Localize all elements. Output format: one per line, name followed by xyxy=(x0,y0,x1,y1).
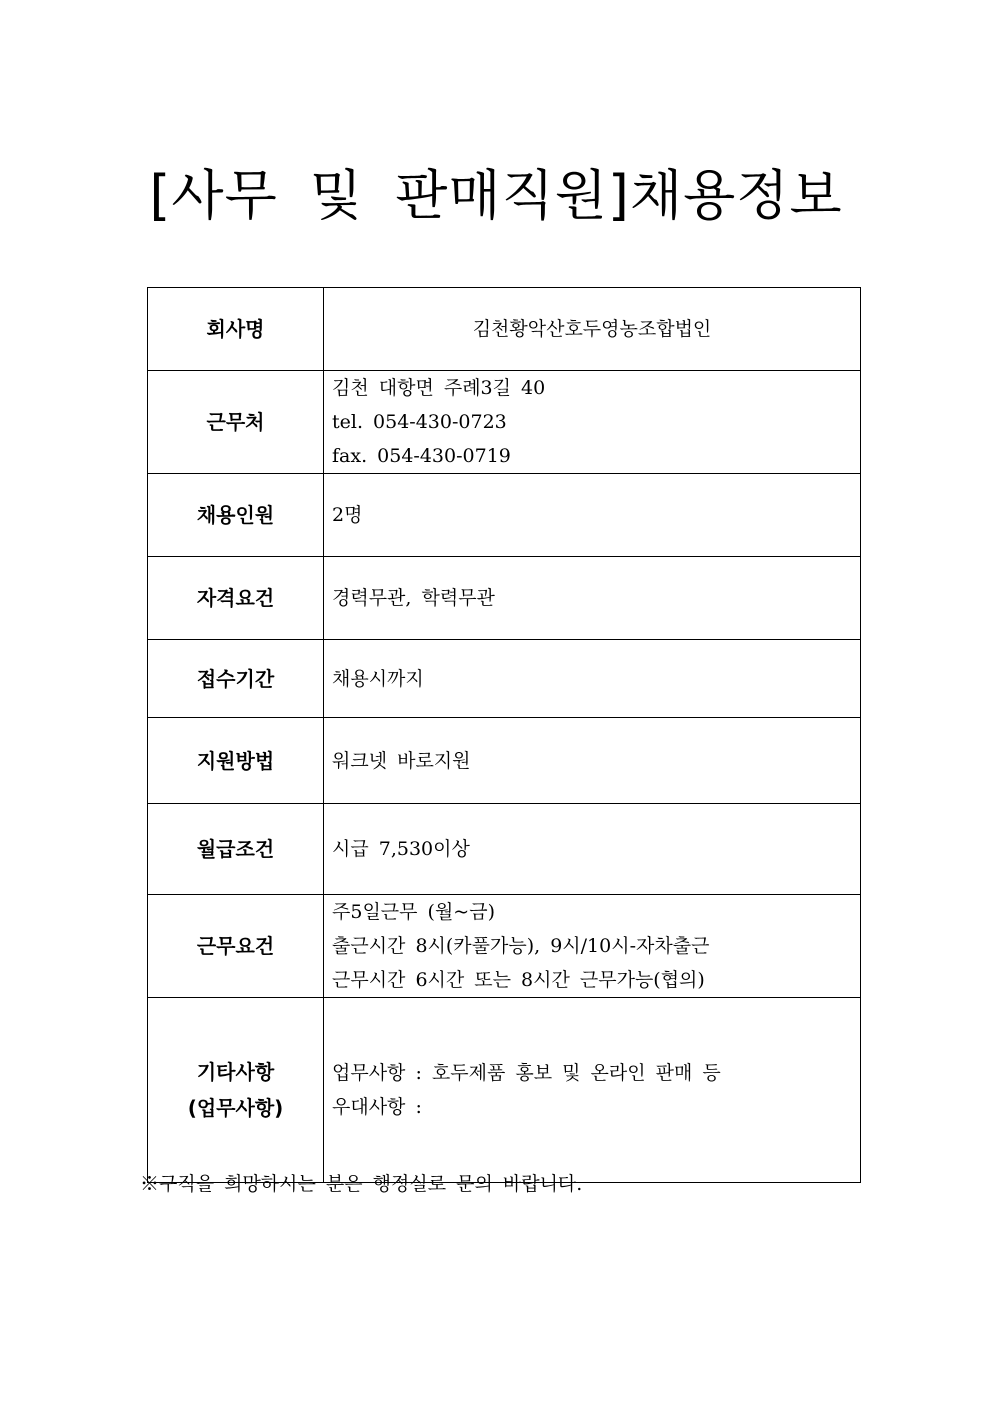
table-row-work-conditions xyxy=(148,895,861,998)
table-row-other xyxy=(148,998,861,1183)
label-other-line1: 기타사항 xyxy=(196,1060,275,1084)
value-other xyxy=(324,998,861,1183)
label-company: 회사명 xyxy=(148,288,324,371)
job-info-table xyxy=(147,287,861,1183)
qualification-text: 경력무관, 학력무관 xyxy=(332,587,495,609)
label-headcount: 채용인원 xyxy=(148,474,324,557)
label-workplace: 근무처 xyxy=(148,371,324,474)
salary-text: 시급 7,530이상 xyxy=(332,838,470,860)
value-headcount xyxy=(324,474,861,557)
company-name: 김천황악산호두영농조합법인 xyxy=(472,318,712,340)
value-salary xyxy=(324,804,861,895)
headcount-text: 2명 xyxy=(332,504,363,526)
value-qualification xyxy=(324,557,861,640)
value-application-period xyxy=(324,640,861,718)
value-company xyxy=(324,288,861,371)
label-other-line2: (업무사항) xyxy=(187,1096,284,1120)
table-row-qualification xyxy=(148,557,861,640)
work-hours-text: 근무시간 6시간 또는 8시간 근무가능(협의) xyxy=(332,969,705,991)
value-workplace xyxy=(324,371,861,474)
table-row-salary xyxy=(148,804,861,895)
table-row-company xyxy=(148,288,861,371)
commute-time-text: 출근시간 8시(카풀가능), 9시/10시-자차출근 xyxy=(332,935,710,957)
value-application-method xyxy=(324,718,861,804)
workplace-tel: tel. 054-430-0723 xyxy=(332,411,507,433)
preference-text: 우대사항 : xyxy=(332,1096,422,1118)
table-row-headcount xyxy=(148,474,861,557)
table-row-application-period xyxy=(148,640,861,718)
label-application-method: 지원방법 xyxy=(148,718,324,804)
value-work-conditions xyxy=(324,895,861,998)
label-other xyxy=(148,998,324,1183)
label-work-conditions: 근무요건 xyxy=(148,895,324,998)
label-salary: 월급조건 xyxy=(148,804,324,895)
label-qualification: 자격요건 xyxy=(148,557,324,640)
table-row-application-method xyxy=(148,718,861,804)
table-row-workplace xyxy=(148,371,861,474)
application-period-text: 채용시까지 xyxy=(332,667,424,690)
footnote: ※구직을 희망하시는 분은 행정실로 문의 바랍니다. xyxy=(140,1173,583,1195)
application-method-text: 워크넷 바로지원 xyxy=(332,749,471,772)
duty-text: 업무사항 : 호두제품 홍보 및 온라인 판매 등 xyxy=(332,1062,721,1084)
workplace-address: 김천 대항면 주례3길 40 xyxy=(332,377,546,399)
workplace-fax: fax. 054-430-0719 xyxy=(332,445,511,467)
label-application-period: 접수기간 xyxy=(148,640,324,718)
work-days-text: 주5일근무 (월~금) xyxy=(332,901,495,923)
document-title: [사무 및 판매직원]채용정보 xyxy=(149,164,843,227)
